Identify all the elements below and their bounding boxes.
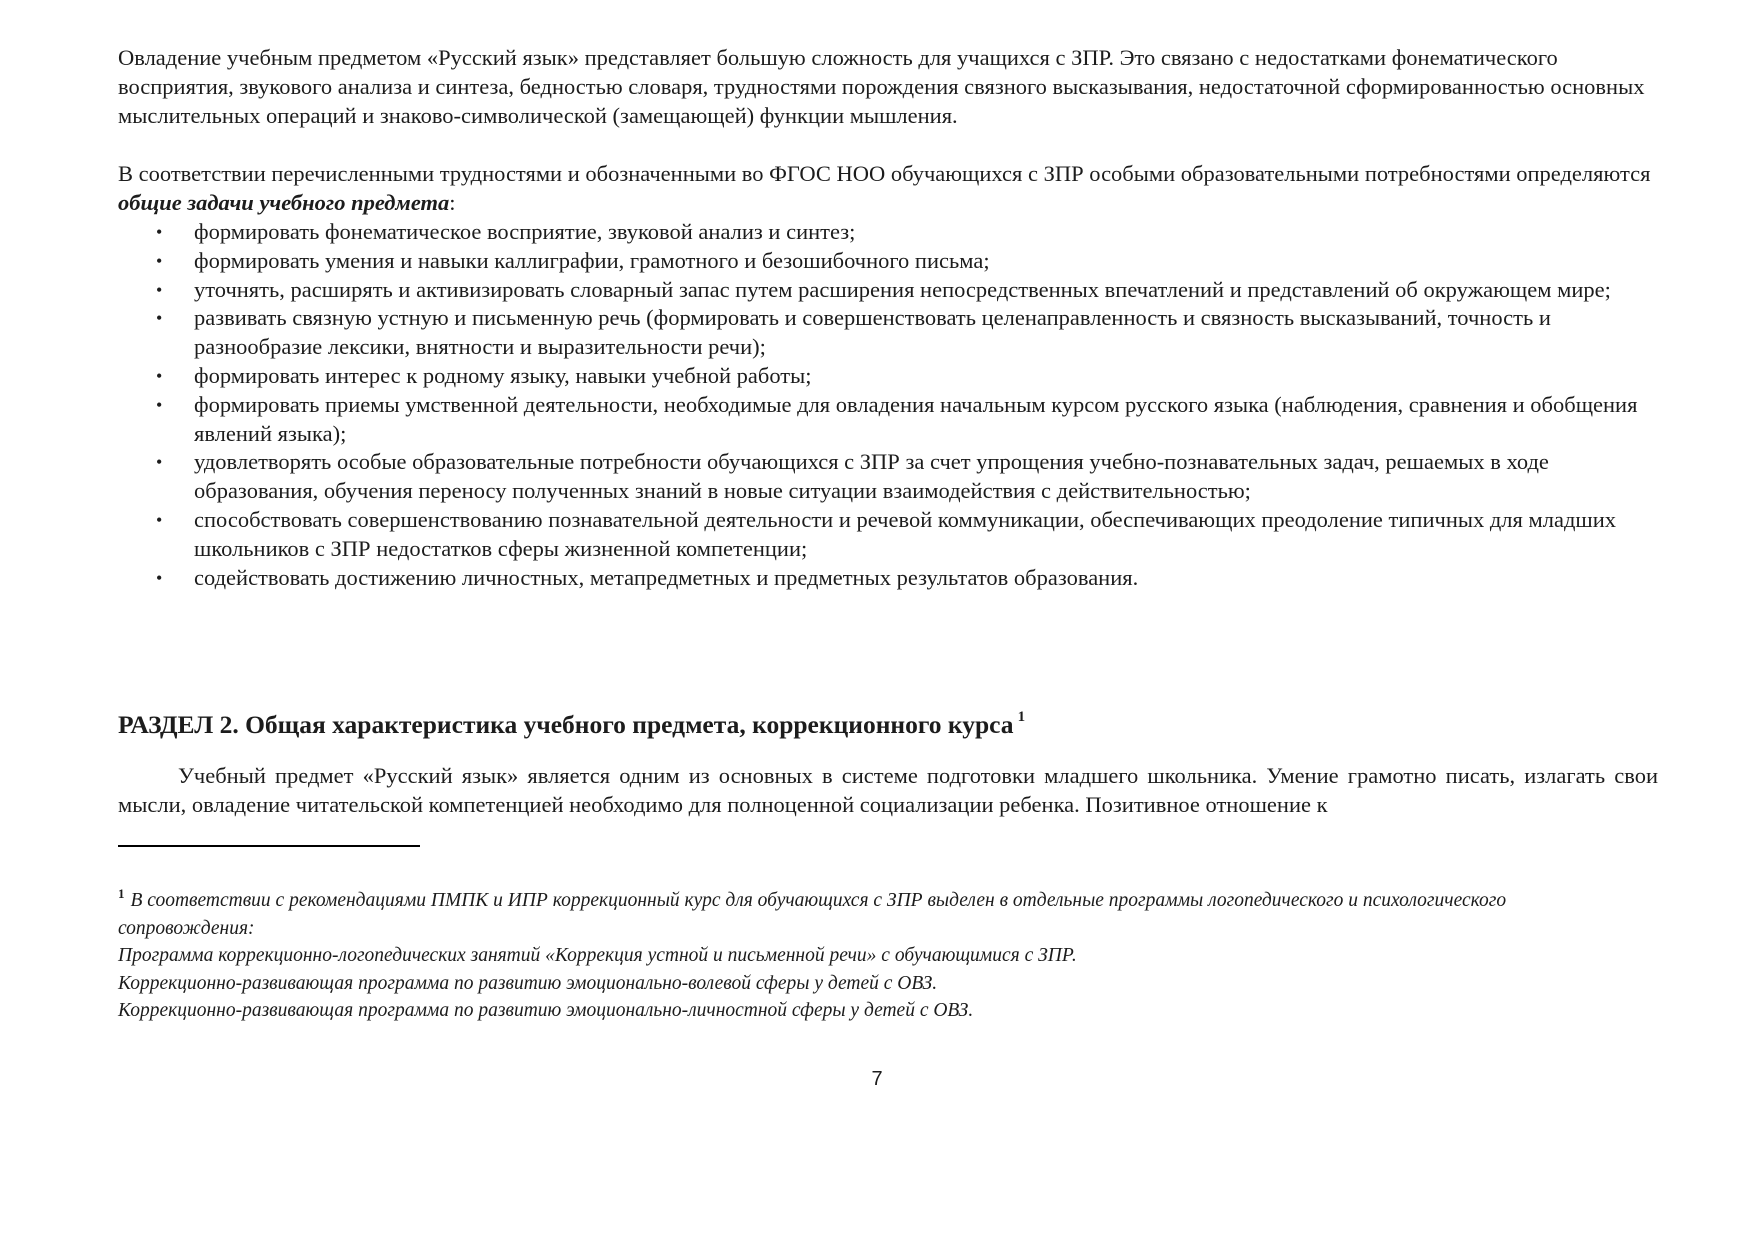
list-item-text: формировать умения и навыки каллиграфии, грамотного и безошибочного письма; xyxy=(194,247,990,273)
list-item xyxy=(118,391,1658,449)
list-item xyxy=(118,448,1658,506)
list-item-text: формировать приемы умственной деятельности, необходимые для овладения начальным курсом русского языка (наблюдения, сравнения и обобщения явлений языка); xyxy=(194,391,1638,446)
list-item-text: формировать фонематическое восприятие, звуковой анализ и синтез; xyxy=(194,219,856,244)
list-item xyxy=(118,362,1658,391)
list-item-text: содействовать достижению личностных, метапредметных и предметных результатов образования. xyxy=(194,564,1139,590)
bullet-icon: • xyxy=(156,308,163,329)
footnote-mark: 1 xyxy=(118,886,125,901)
list-item xyxy=(118,247,1658,276)
footnote-text-line xyxy=(118,886,1507,939)
tasks-list xyxy=(118,218,1658,592)
bullet-icon: • xyxy=(156,222,163,242)
tasks-intro-text: В соответствии перечисленными трудностями и обозначенными во ФГОС НОО обучающихся с ЗПР особыми образовательными потребностями определяются xyxy=(118,161,1651,186)
footnote-program-item: Коррекционно-развивающая программа по развитию эмоционально-волевой сферы у детей с ОВЗ. xyxy=(118,972,938,994)
list-item-text: развивать связную устную и письменную речь (формировать и совершенствовать целенаправленность и связность высказываний, точность и разнообразие лексики, внятности и выразительности речи); xyxy=(194,305,1551,360)
section-heading-text: РАЗДЕЛ 2. Общая характеристика учебного предмета, коррекционного курса xyxy=(118,710,1014,739)
subject-description-paragraph: Учебный предмет «Русский язык» является одним из основных в системе подготовки младшего школьника. Умение грамотно писать, излагать свои мысли, овладение читательской компетенцией необходимо для полноценной социализации ребенка. Позитивное отношение к xyxy=(118,763,1658,817)
bullet-icon: • xyxy=(156,452,163,473)
bullet-icon: • xyxy=(156,567,163,588)
bullet-icon: • xyxy=(156,509,163,530)
tasks-intro-paragraph xyxy=(118,160,1658,218)
bullet-icon: • xyxy=(156,365,163,386)
footnote-text: В соответствии с рекомендациями ПМПК и ИПР коррекционный курс для обучающихся с ЗПР выделен в отдельные программы логопедического и психологического сопровождения: xyxy=(118,890,1507,939)
intro-paragraph: Овладение учебным предметом «Русский язык» представляет большую сложность для учащихся с ЗПР. Это связано с недостатками фонематического восприятия, звукового анализа и синтеза, бедностью словаря, трудностями порождения связного высказывания, недостаточной сформированностью основных мыслительных операций и знаково-символической (замещающей) функции мышления. xyxy=(118,45,1645,128)
list-item-text: удовлетворять особые образовательные потребности обучающихся с ЗПР за счет упрощения учебно-познавательных задач, решаемых в ходе образования, обучения переносу полученных знаний в новые ситуации взаимодействия с действительностью; xyxy=(194,449,1549,504)
footnote-separator xyxy=(118,845,420,847)
bullet-icon: • xyxy=(156,279,163,300)
bullet-icon: • xyxy=(156,250,163,271)
bullet-icon: • xyxy=(156,394,163,415)
section-heading xyxy=(118,700,1658,742)
list-item-text: уточнять, расширять и активизировать словарный запас путем расширения непосредственных впечатлений и представлений об окружающем мире; xyxy=(194,276,1611,302)
footnote-reference[interactable]: 1 xyxy=(1017,709,1026,725)
list-item xyxy=(118,276,1658,305)
list-item-text: способствовать совершенствованию познавательной деятельности и речевой коммуникации, обеспечивающих преодоление типичных для младших школьников с ЗПР недостатков сферы жизненной компетенции; xyxy=(194,506,1617,561)
list-item xyxy=(118,304,1658,362)
list-item-text: формировать интерес к родному языку, навыки учебной работы; xyxy=(194,362,812,388)
list-item xyxy=(118,564,1658,593)
footnote-program-item: Программа коррекционно-логопедических занятий «Коррекция устной и письменной речи» с обучающимися с ЗПР. xyxy=(118,945,1077,966)
footnote xyxy=(118,880,1618,1025)
tasks-emphasis: общие задачи учебного предмета xyxy=(118,189,450,215)
footnote-program-item: Коррекционно-развивающая программа по развитию эмоционально-личностной сферы у детей с ОВЗ. xyxy=(118,1000,974,1021)
list-item xyxy=(118,506,1658,564)
page-number: 7 xyxy=(871,1068,883,1090)
tasks-intro-colon: : xyxy=(449,189,456,215)
list-item xyxy=(118,218,1658,247)
